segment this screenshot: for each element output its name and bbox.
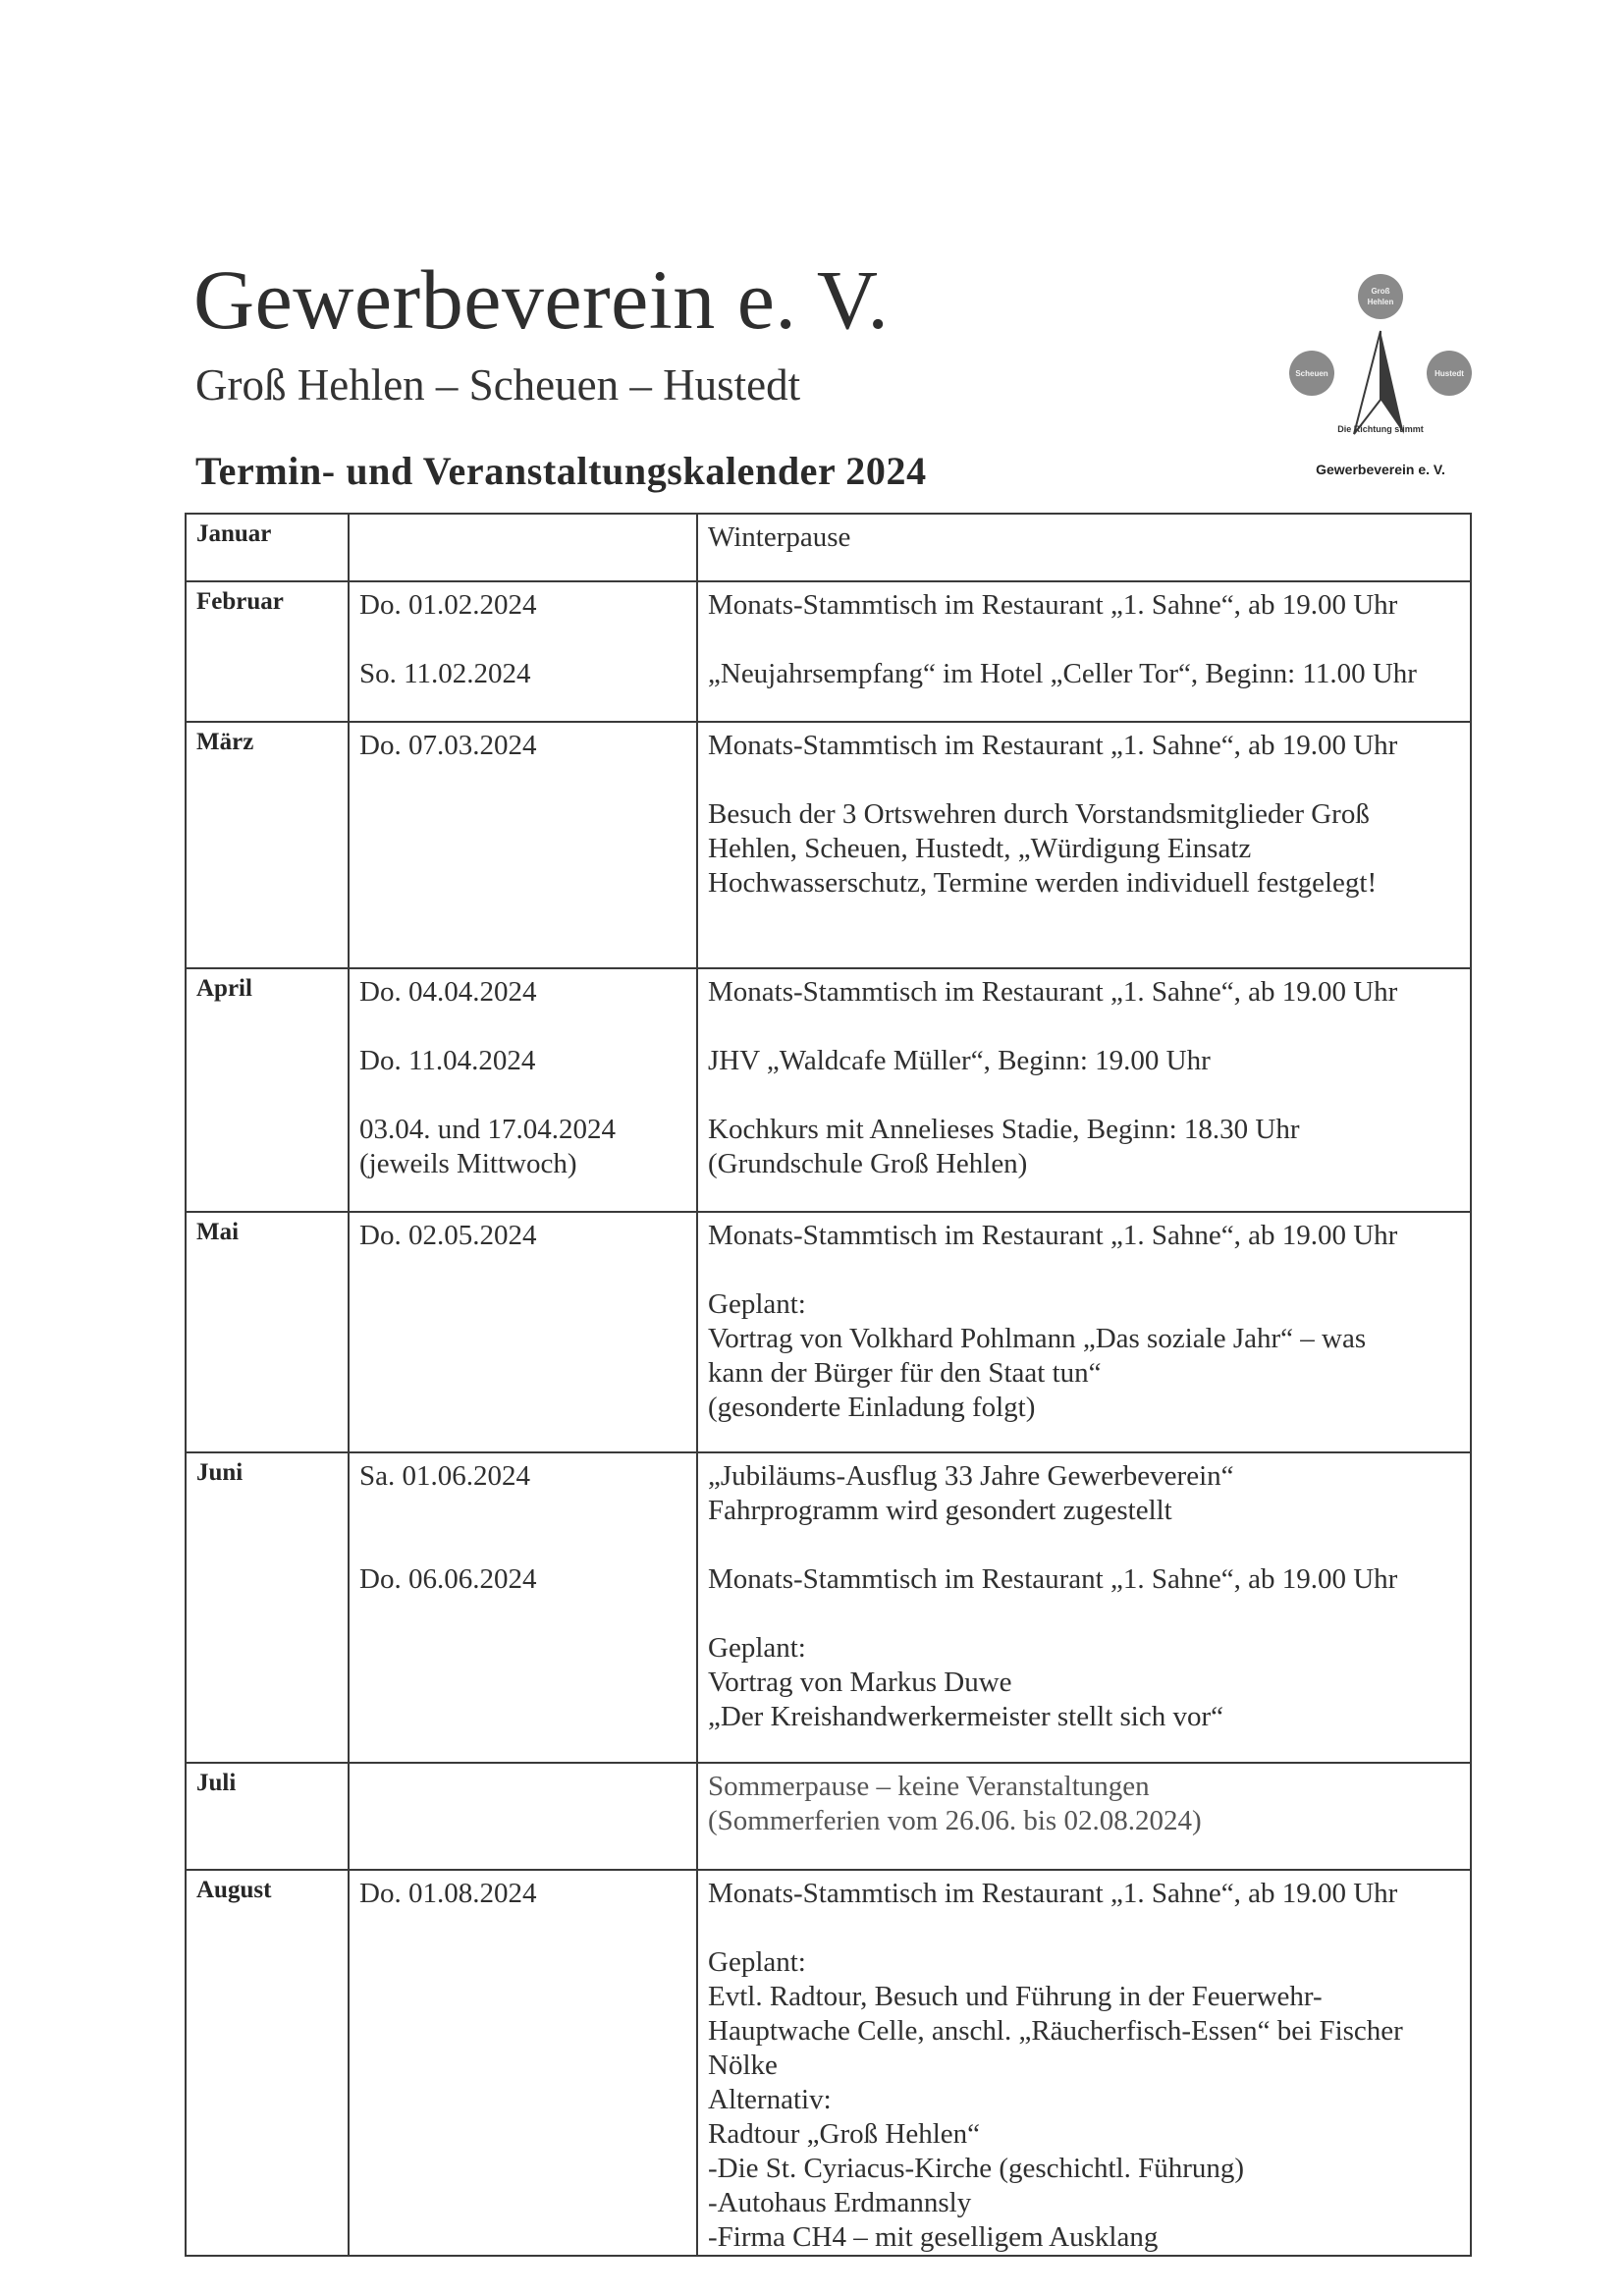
calendar-row-februar [186, 581, 1471, 722]
spacer [708, 623, 1470, 657]
spacer [359, 1078, 696, 1113]
event-text-line: Fahrprogramm wird gesondert zugestellt [708, 1495, 1172, 1526]
calendar-row-mai [186, 1212, 1471, 1452]
event-date: Do. 01.02.2024 [359, 589, 537, 621]
compass-arrow-right-icon [1380, 331, 1404, 434]
event-date: 03.04. und 17.04.2024 [359, 1114, 616, 1145]
event-date: Do. 07.03.2024 [359, 730, 537, 761]
event-text-line: Geplant: [708, 1288, 806, 1320]
event-entry [708, 1219, 1470, 1253]
spacer [708, 1597, 1470, 1631]
event-entry [708, 1631, 1470, 1734]
spacer [708, 1528, 1470, 1562]
spacer [359, 623, 696, 657]
event-entry [708, 1044, 1470, 1078]
calendar-body [186, 514, 1471, 2256]
spacer [708, 763, 1470, 797]
event-text-line: (Sommerferien vom 26.06. bis 02.08.2024) [708, 1805, 1202, 1836]
event-text-line: (gesonderte Einladung folgt) [708, 1392, 1036, 1423]
event-entry [708, 975, 1470, 1010]
document-subtitle: Groß Hehlen – Scheuen – Hustedt [195, 360, 801, 410]
event-text-line: Monats-Stammtisch im Restaurant „1. Sahne“, ab 19.00 Uhr [708, 976, 1398, 1008]
event-text-line: JHV „Waldcafe Müller“, Beginn: 19.00 Uhr [708, 1045, 1211, 1076]
event-text-line: Radtour „Groß Hehlen“ [708, 2118, 981, 2150]
month-cell [186, 1870, 349, 2256]
month-cell [186, 1452, 349, 1763]
calendar-row-juni [186, 1452, 1471, 1763]
event-date: Do. 11.04.2024 [359, 1045, 536, 1076]
logo [1272, 267, 1489, 488]
month-cell [186, 722, 349, 968]
event-cell [697, 968, 1471, 1212]
event-cell [697, 1212, 1471, 1452]
calendar-heading: Termin- und Veranstaltungskalender 2024 [195, 449, 927, 493]
event-text-line: Geplant: [708, 1946, 806, 1978]
event-cell [697, 1870, 1471, 2256]
logo-name: Gewerbeverein e. V. [1316, 462, 1445, 477]
spacer [708, 1253, 1470, 1287]
spacer [708, 1078, 1470, 1113]
event-date: Do. 02.05.2024 [359, 1220, 537, 1251]
month-cell [186, 968, 349, 1212]
month-cell [186, 1763, 349, 1870]
event-text-line: Geplant: [708, 1632, 806, 1664]
date-cell [349, 1763, 697, 1870]
event-entry [708, 588, 1470, 623]
event-text-line: Vortrag von Markus Duwe [708, 1667, 1012, 1698]
event-entry [708, 729, 1470, 763]
compass-arrow-left-icon [1354, 331, 1380, 434]
date-cell [349, 514, 697, 581]
event-cell [697, 1763, 1471, 1870]
event-text-line: -Autohaus Erdmannsly [708, 2187, 972, 2218]
calendar-row-januar [186, 514, 1471, 581]
logo-graphic [1272, 267, 1489, 488]
logo-circle-top-label-1: Groß [1371, 287, 1390, 296]
event-text-line: Winterpause [708, 521, 851, 553]
event-entry [708, 520, 1470, 555]
event-text-line: „Der Kreishandwerkermeister stellt sich vor“ [708, 1701, 1224, 1732]
event-text-line: Evtl. Radtour, Besuch und Führung in der Feuerwehr- [708, 1981, 1323, 2012]
event-text-line: Vortrag von Volkhard Pohlmann „Das soziale Jahr“ – was [708, 1323, 1367, 1354]
event-entry [708, 1945, 1470, 2255]
month-label: August [196, 1877, 272, 1903]
logo-circle-top [1358, 274, 1403, 319]
event-cell [697, 1452, 1471, 1763]
event-text-line: Monats-Stammtisch im Restaurant „1. Sahne“, ab 19.00 Uhr [708, 730, 1398, 761]
event-calendar-table [185, 513, 1472, 2257]
event-text-line: Monats-Stammtisch im Restaurant „1. Sahne“, ab 19.00 Uhr [708, 1220, 1398, 1251]
logo-circle-left-label: Scheuen [1295, 369, 1328, 378]
spacer [708, 1010, 1470, 1044]
logo-circle-right-label: Hustedt [1435, 369, 1464, 378]
event-text-line: Sommerpause – keine Veranstaltungen [708, 1771, 1150, 1802]
calendar-row-mrz [186, 722, 1471, 968]
month-label: Februar [196, 588, 284, 615]
logo-tagline: Die Richtung stimmt [1337, 424, 1424, 434]
date-cell [349, 968, 697, 1212]
event-entry [708, 1877, 1470, 1911]
event-date: (jeweils Mittwoch) [359, 1148, 577, 1179]
calendar-row-april [186, 968, 1471, 1212]
month-cell [186, 581, 349, 722]
date-cell [349, 581, 697, 722]
date-cell [349, 1452, 697, 1763]
event-entry [708, 1287, 1470, 1425]
event-entry [708, 657, 1470, 691]
spacer [359, 1494, 696, 1562]
month-cell [186, 1212, 349, 1452]
event-entry [708, 1770, 1470, 1838]
date-cell [349, 1870, 697, 2256]
month-label: Januar [196, 520, 272, 547]
event-text-line: (Grundschule Groß Hehlen) [708, 1148, 1028, 1179]
event-text-line: Monats-Stammtisch im Restaurant „1. Sahne“, ab 19.00 Uhr [708, 589, 1398, 621]
event-text-line: kann der Bürger für den Staat tun“ [708, 1357, 1102, 1389]
month-label: April [196, 975, 252, 1002]
logo-circle-top-label-2: Hehlen [1367, 298, 1394, 306]
event-text-line: Besuch der 3 Ortswehren durch Vorstandsmitglieder Groß [708, 798, 1370, 830]
month-label: Juli [196, 1770, 237, 1796]
date-cell [349, 1212, 697, 1452]
event-text-line: Hehlen, Scheuen, Hustedt, „Würdigung Einsatz [708, 833, 1252, 864]
month-cell [186, 514, 349, 581]
event-entry [708, 1562, 1470, 1597]
event-text-line: Monats-Stammtisch im Restaurant „1. Sahne“, ab 19.00 Uhr [708, 1563, 1398, 1595]
month-label: Mai [196, 1219, 240, 1245]
event-text-line: Monats-Stammtisch im Restaurant „1. Sahne“, ab 19.00 Uhr [708, 1878, 1398, 1909]
event-date: So. 11.02.2024 [359, 658, 531, 689]
event-date: Sa. 01.06.2024 [359, 1460, 530, 1492]
document-title: Gewerbeverein e. V. [193, 252, 890, 347]
calendar-row-august [186, 1870, 1471, 2256]
event-entry [708, 1113, 1470, 1181]
event-text-line: Hauptwache Celle, anschl. „Räucherfisch-Essen“ bei Fischer [708, 2015, 1403, 2047]
event-entry [708, 797, 1470, 901]
event-date: Do. 01.08.2024 [359, 1878, 537, 1909]
event-text-line: Kochkurs mit Annelieses Stadie, Beginn: 18.30 Uhr [708, 1114, 1300, 1145]
event-text-line: Hochwasserschutz, Termine werden individuell festgelegt! [708, 867, 1378, 899]
spacer [359, 1010, 696, 1044]
event-date: Do. 06.06.2024 [359, 1563, 537, 1595]
event-cell [697, 581, 1471, 722]
event-text-line: -Die St. Cyriacus-Kirche (geschichtl. Führung) [708, 2153, 1245, 2184]
month-label: Juni [196, 1459, 244, 1486]
spacer [708, 1911, 1470, 1945]
date-cell [349, 722, 697, 968]
event-entry [708, 1459, 1470, 1528]
calendar-row-juli [186, 1763, 1471, 1870]
event-text-line: „Jubiläums-Ausflug 33 Jahre Gewerbeverein“ [708, 1460, 1234, 1492]
event-date: Do. 04.04.2024 [359, 976, 537, 1008]
event-cell [697, 722, 1471, 968]
event-text-line: Nölke [708, 2050, 778, 2081]
event-cell [697, 514, 1471, 581]
event-text-line: -Firma CH4 – mit geselligem Ausklang [708, 2221, 1159, 2253]
event-text-line: „Neujahrsempfang“ im Hotel „Celler Tor“, Beginn: 11.00 Uhr [708, 658, 1417, 689]
month-label: März [196, 729, 254, 755]
event-text-line: Alternativ: [708, 2084, 832, 2115]
